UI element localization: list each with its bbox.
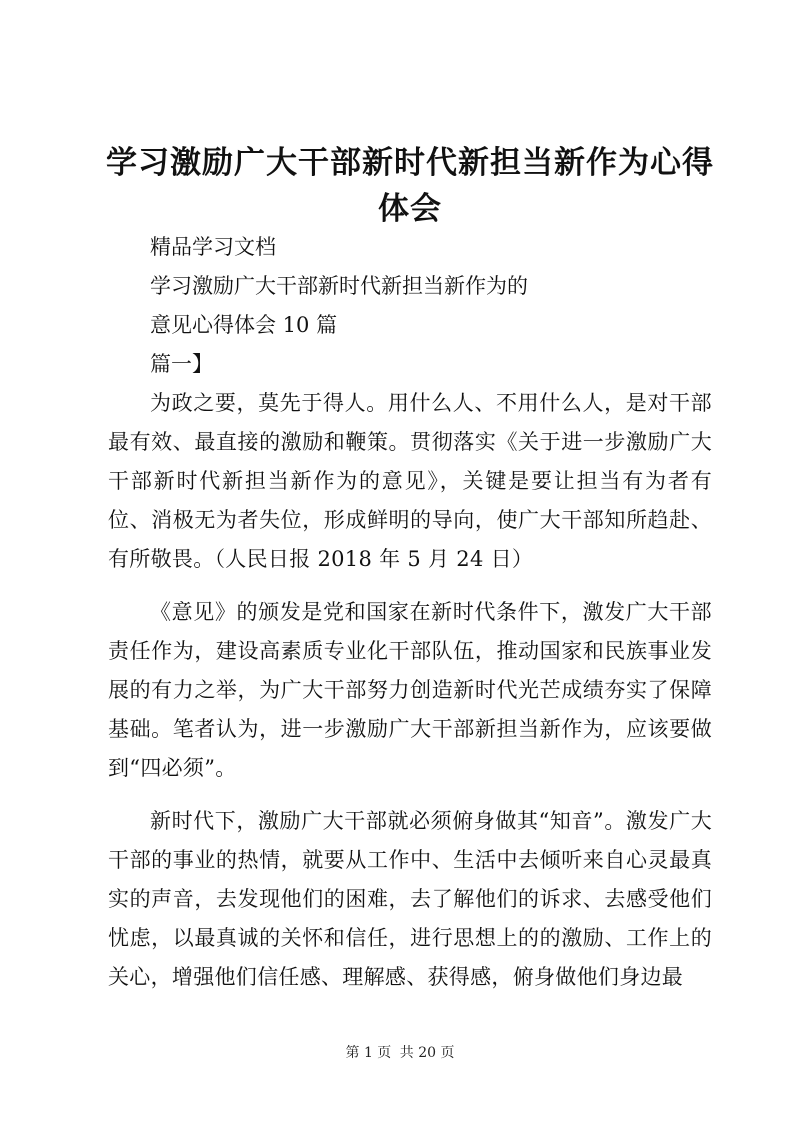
- page-number: 第 1 页: [345, 1045, 392, 1061]
- paragraph-2: 《意见》的颁发是党和国家在新时代条件下，激发广大干部责任作为，建设高素质专业化干部队伍，推动国家和民族事业发展的有力之举，为广大干部努力创造新时代光芒成绩夯实了保障基础。笔者认为，进一步激励广大干部新担当新作为，应该要做到“四必须”。: [108, 600, 712, 780]
- document-title: 学习激励广大干部新时代新担当新作为心得体会: [106, 145, 714, 227]
- doc-subtitle-line-2: 意见心得体会 10 篇: [150, 313, 338, 337]
- doc-label: 精品学习文档: [150, 235, 276, 259]
- paragraph-1: 为政之要，莫先于得人。用什么人、不用什么人，是对干部最有效、最直接的激励和鞭策。贯彻落实《关于进一步激励广大干部新时代新担当新作为的意见》，关键是要让担当有为者有位、消极无为者失位，形成鲜明的导向，使广大干部知所趋赴、有所敬畏。（人民日报 2018 年 5 月 24 日）: [108, 391, 712, 571]
- paragraph-3: 新时代下，激励广大干部就必须俯身做其“知音”。激发广大干部的事业的热情，就要从工作中、生活中去倾听来自心灵最真实的声音，去发现他们的困难，去了解他们的诉求、去感受他们忧虑，以最真诚的关怀和信任，进行思想上的的激励、工作上的关心，增强他们信任感、理解感、获得感，俯身做他们身边最: [108, 809, 712, 989]
- section-heading: 篇一】: [150, 352, 213, 376]
- page-footer: [0, 1042, 800, 1062]
- doc-subtitle-line-1: 学习激励广大干部新时代新担当新作为的: [150, 274, 528, 298]
- total-pages: 共 20 页: [399, 1045, 455, 1061]
- document-body: [108, 228, 712, 1011]
